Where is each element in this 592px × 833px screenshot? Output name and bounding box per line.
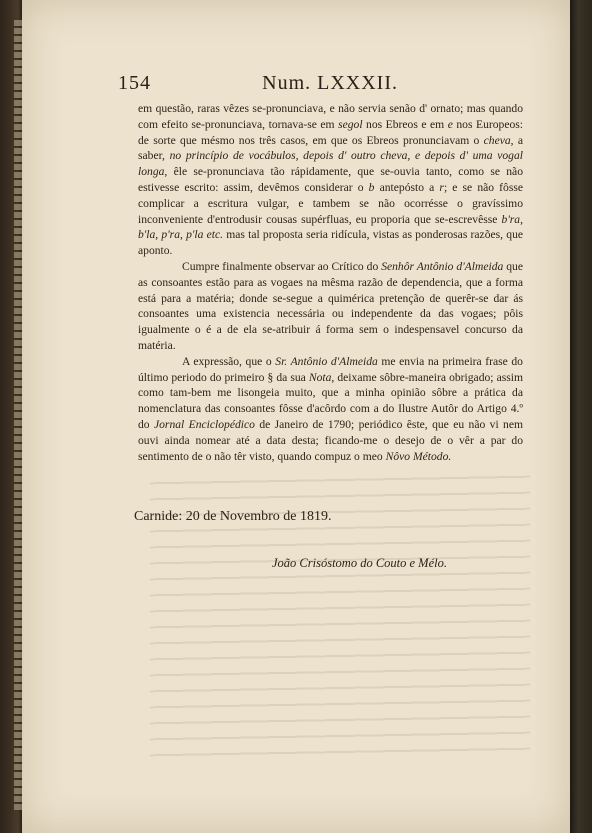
paragraph-2: Cumpre finalmente observar ao Crítico do Senhôr Antônio d'Almeida que as consoantes estão para as vogaes na mêsma razão de dependencia, que a forma está para a matéria; donde se-segue a quimérica pretenção de querêr-se dar ás consoantes uma existencia necessária ou independente da das vogaes; pôis igualmente o é a de ela se-atribuir á forma sem o indespensavel concurso da matéria.	[138, 259, 524, 352]
page-gutter-shadow	[570, 0, 592, 833]
dateline: Carnide: 20 de Novembro de 1819.	[134, 509, 332, 524]
paragraph-1: em questão, raras vêzes se-pronunciava, e não servia senão d' ornato; mas quando com efeito se-pronunciava, tornava-se em segol nos Ebreos e em e nos Europeos: de sorte que mésmo nos três casos, em que os Ebreos pronunciavam o cheva, a saber, no princípio de vocábulos, depois d' outro cheva, e depois d' uma vogal longa, êle se-pronunciava tão rápidamente, que se-ouvia tanto, como se não estivesse escrito: assim, devêmos considerar o b antepósto a r; e se não fôsse complicar a escritura vulgar, e tambem se não ocorrésse o gravíssimo inconveniente d'entrodusir cousas supérfluas, eu proporia que se-escrevêsse b'ra, b'la, p'ra, p'la etc. mas tal proposta seria ridícula, vistas as ponderosas razões, que aponto.	[138, 102, 524, 258]
running-header	[118, 72, 508, 95]
binding-edge	[14, 20, 22, 810]
issue-number-title: Num. LXXXII.	[262, 72, 398, 94]
page-number: 154	[118, 72, 151, 94]
paragraph-3: A expressão, que o Sr. Antônio d'Almeida me envia na primeira frase do último periodo do primeiro § da sua Nota, deixame sôbre-maneira obrigado; assim como tam-bem me lisongeia muito, que a minha opinião sôbre a prática da nomenclatura das consoantes fôsse d'acôrdo com a do Ilustre Autôr do Artigo 4.º do Jornal Enciclopédico de Janeiro de 1790; periódico êste, que eu não vi nem ouvi ainda nomear até a data desta; ficando-me o desejo de o vêr a par do sentimento de o não têr visto, quando compuz o meo Nôvo Método.	[138, 354, 524, 463]
main-text	[138, 101, 523, 464]
author-signature: João Crisóstomo do Couto e Mélo.	[272, 556, 447, 570]
